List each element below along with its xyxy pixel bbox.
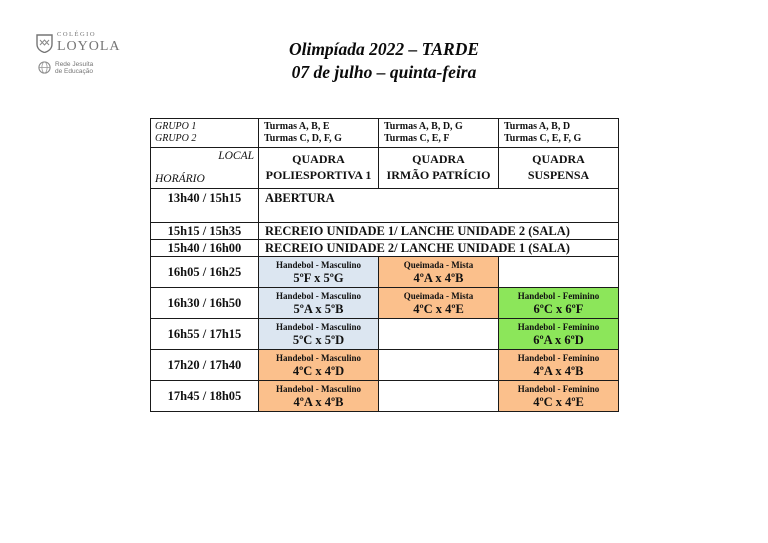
schedule-table (150, 118, 619, 412)
venue-line: SUSPENSA (527, 168, 590, 182)
turmas-cell-venue1 (259, 119, 379, 148)
venue-line: QUADRA (412, 152, 465, 167)
schedule-table-wrap (150, 118, 619, 412)
logo-rede-line1: Rede Jesuíta (55, 60, 94, 68)
match-sport-label: Handebol - Feminino (517, 383, 600, 394)
venue-header-2 (379, 148, 499, 189)
time-cell: 15h15 / 15h35 (151, 223, 259, 240)
match-teams-label: 4ºA x 4ºB (533, 363, 584, 378)
schedule-row (151, 350, 619, 381)
match-sport-label: Queimada - Mista (403, 290, 474, 301)
time-cell: 15h40 / 16h00 (151, 240, 259, 257)
page-title (0, 38, 768, 84)
match-teams-label: 4ºC x 4ºE (413, 301, 464, 316)
schedule-row (151, 257, 619, 288)
local-horario-cell (151, 148, 259, 189)
schedule-row (151, 223, 619, 240)
time-cell: 17h20 / 17h40 (151, 350, 259, 381)
group-labels-cell (151, 119, 259, 148)
turmas-cell-venue2 (379, 119, 499, 148)
match-teams-label: 4ºC x 4ºE (533, 394, 584, 409)
match-teams-label: 6ºC x 6ºF (533, 301, 584, 316)
turmas-line: Turmas C, E, F (384, 133, 450, 144)
match-cell (499, 319, 619, 350)
match-sport-label: Handebol - Feminino (517, 321, 600, 332)
venue-line: POLIESPORTIVA 1 (265, 168, 372, 182)
empty-cell (379, 381, 499, 412)
turmas-cell-venue3 (499, 119, 619, 148)
match-teams-label: 4ºC x 4ºD (292, 363, 345, 378)
empty-cell (379, 350, 499, 381)
event-cell: RECREIO UNIDADE 2/ LANCHE UNIDADE 1 (SALA) (259, 240, 619, 257)
match-sport-label: Queimada - Mista (403, 259, 474, 270)
title-line2: 07 de julho – quinta-feira (291, 61, 477, 82)
schedule-row (151, 189, 619, 223)
match-cell (499, 381, 619, 412)
match-cell (499, 350, 619, 381)
schedule-row (151, 319, 619, 350)
time-cell: 16h05 / 16h25 (151, 257, 259, 288)
match-sport-label: Handebol - Masculino (275, 352, 361, 363)
venue-line: IRMÃO PATRÍCIO (386, 168, 491, 182)
match-cell (259, 319, 379, 350)
logo-colegio-text: COLÉGIO (57, 31, 97, 38)
turmas-line: Turmas C, E, F, G (504, 133, 582, 144)
time-cell: 17h45 / 18h05 (151, 381, 259, 412)
match-sport-label: Handebol - Masculino (275, 321, 361, 332)
match-teams-label: 5ºC x 5ºD (292, 332, 345, 347)
match-sport-label: Handebol - Masculino (275, 383, 361, 394)
time-cell: 13h40 / 15h15 (151, 189, 259, 223)
match-cell (379, 288, 499, 319)
match-sport-label: Handebol - Feminino (517, 290, 600, 301)
local-label: LOCAL (218, 150, 254, 162)
match-teams-label: 4ºA x 4ºB (293, 394, 344, 409)
match-cell (259, 350, 379, 381)
time-cell: 16h30 / 16h50 (151, 288, 259, 319)
match-teams-label: 5ºF x 5ºG (293, 270, 344, 285)
groups-row (151, 119, 619, 148)
venue-header-1 (259, 148, 379, 189)
schedule-row (151, 240, 619, 257)
turmas-line: Turmas C, D, F, G (264, 133, 342, 144)
match-teams-label: 6ºA x 6ºD (533, 332, 584, 347)
match-teams-label: 5ºA x 5ºB (293, 301, 344, 316)
empty-cell (379, 319, 499, 350)
turmas-line: Turmas A, B, D (504, 120, 571, 132)
schedule-row (151, 381, 619, 412)
horario-label: HORÁRIO (155, 173, 205, 185)
match-cell (499, 288, 619, 319)
schedule-body (151, 119, 619, 412)
logo-rede-line2: de Educação (55, 67, 93, 75)
venues-row (151, 148, 619, 189)
turmas-line: Turmas A, B, E (264, 120, 330, 132)
group2-label: GRUPO 2 (155, 133, 197, 144)
match-cell (259, 288, 379, 319)
match-cell (259, 257, 379, 288)
venue-header-3 (499, 148, 619, 189)
match-sport-label: Handebol - Feminino (517, 352, 600, 363)
turmas-line: Turmas A, B, D, G (384, 120, 463, 132)
logo-loyola-text: LOYOLA (57, 38, 121, 54)
match-cell (379, 257, 499, 288)
event-cell: ABERTURA (259, 189, 619, 223)
title-line1: Olimpíada 2022 – TARDE (288, 39, 480, 59)
venue-line: QUADRA (292, 152, 345, 167)
event-cell: RECREIO UNIDADE 1/ LANCHE UNIDADE 2 (SALA) (259, 223, 619, 240)
group1-label: GRUPO 1 (155, 120, 197, 132)
schedule-row (151, 288, 619, 319)
match-cell (259, 381, 379, 412)
venue-line: QUADRA (532, 152, 585, 167)
match-sport-label: Handebol - Masculino (275, 290, 361, 301)
time-cell: 16h55 / 17h15 (151, 319, 259, 350)
match-teams-label: 4ºA x 4ºB (413, 270, 464, 285)
empty-cell (499, 257, 619, 288)
match-sport-label: Handebol - Masculino (275, 259, 361, 270)
